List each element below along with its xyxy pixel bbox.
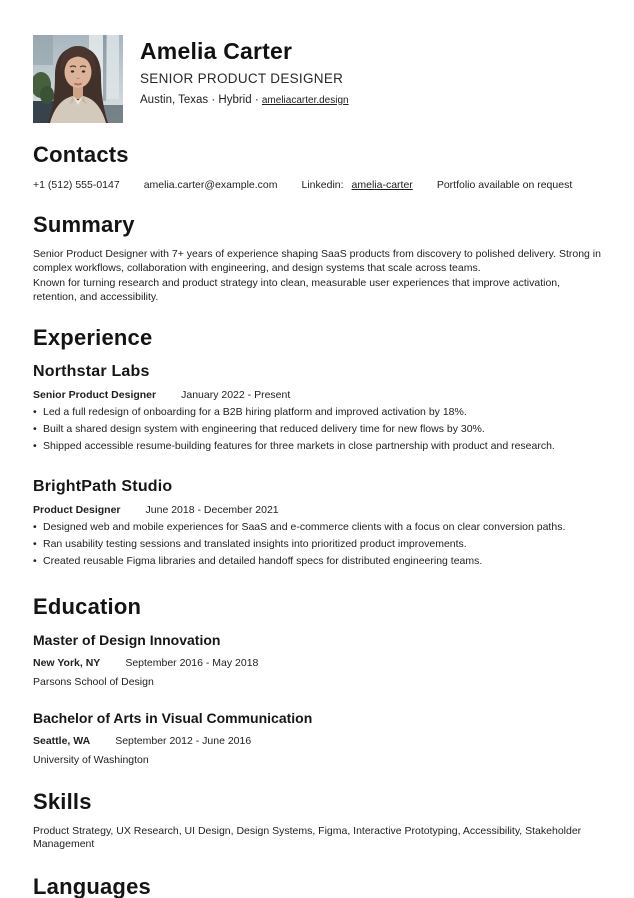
profile-photo xyxy=(33,35,123,123)
job-bullets xyxy=(33,406,601,453)
skills-list: Product Strategy, UX Research, UI Design, Design Systems, Figma, Interactive Prototyping, Accessibility, Stakeholder Management xyxy=(33,824,582,850)
role-title: Senior Product Designer xyxy=(33,388,157,401)
education-heading: Education xyxy=(33,593,142,619)
company-name: Northstar Labs xyxy=(33,362,150,380)
header-info xyxy=(140,35,349,123)
experience-entry xyxy=(33,477,601,568)
degree-location: Seattle, WA xyxy=(33,734,91,747)
email-address: amelia.carter@example.com xyxy=(143,179,278,191)
candidate-title: SENIOR PRODUCT DESIGNER xyxy=(140,71,344,87)
degree-dates: September 2016 - May 2018 xyxy=(125,656,259,669)
role-dates: June 2018 - December 2021 xyxy=(145,503,279,516)
contacts-heading: Contacts xyxy=(33,142,129,167)
bullet-item: • Shipped accessible resume-building features for three markets in close partnership with product and research. xyxy=(33,440,601,453)
resume-header xyxy=(33,35,601,123)
location-text: Austin, Texas · Hybrid · xyxy=(140,93,259,106)
skills-heading: Skills xyxy=(33,788,92,814)
languages-heading: Languages xyxy=(33,873,151,898)
phone-number: +1 (512) 555-0147 xyxy=(33,179,120,191)
education-entry xyxy=(33,632,601,689)
company-name: BrightPath Studio xyxy=(33,477,173,495)
portfolio-note: Portfolio available on request xyxy=(436,179,573,191)
education-entry xyxy=(33,710,601,767)
role-title: Product Designer xyxy=(33,503,121,516)
bullet-item: • Led a full redesign of onboarding for a B2B hiring platform and improved activation by 18%. xyxy=(33,406,601,419)
degree-name: Bachelor of Arts in Visual Communication xyxy=(33,709,313,726)
degree-location: New York, NY xyxy=(33,656,101,669)
linkedin-label: Linkedin: xyxy=(301,179,344,191)
location-line xyxy=(140,94,349,106)
experience-entry xyxy=(33,362,601,453)
linkedin-link[interactable]: amelia-carter xyxy=(351,179,413,191)
bullet-item: • Ran usability testing sessions and translated insights into prioritized product improvements. xyxy=(33,538,601,551)
degree-dates: September 2012 - June 2016 xyxy=(115,734,252,747)
summary-heading: Summary xyxy=(33,212,135,237)
role-dates: January 2022 - Present xyxy=(181,388,291,401)
contacts-row xyxy=(33,179,601,192)
candidate-name: Amelia Carter xyxy=(140,38,293,64)
bullet-item: • Designed web and mobile experiences for SaaS and e-commerce clients with a focus on clear conversion paths. xyxy=(33,521,601,534)
summary-paragraph: Senior Product Designer with 7+ years of experience shaping SaaS products from discovery to polished delivery. Strong in complex workflows, collaboration with engineering, and design systems that scale across teams. xyxy=(33,248,601,275)
portrait-illustration xyxy=(33,35,123,123)
degree-name: Master of Design Innovation xyxy=(33,631,221,648)
school-name: University of Washington xyxy=(33,753,149,766)
role-line xyxy=(33,504,601,517)
degree-meta xyxy=(33,735,601,748)
job-bullets xyxy=(33,521,601,568)
bullet-item: • Built a shared design system with engineering that reduced delivery time for new flows by 30%. xyxy=(33,423,601,436)
website-link[interactable]: ameliacarter.design xyxy=(261,94,349,106)
experience-heading: Experience xyxy=(33,324,153,350)
role-line xyxy=(33,389,601,402)
summary-paragraph: Known for turning research and product strategy into clean, measurable user experiences that improve activation, retention, and accessibility. xyxy=(33,276,561,304)
school-name: Parsons School of Design xyxy=(33,675,154,688)
degree-meta xyxy=(33,657,601,670)
bullet-item: • Created reusable Figma libraries and detailed handoff specs for distributed engineering teams. xyxy=(33,555,601,568)
summary-text xyxy=(33,247,601,305)
